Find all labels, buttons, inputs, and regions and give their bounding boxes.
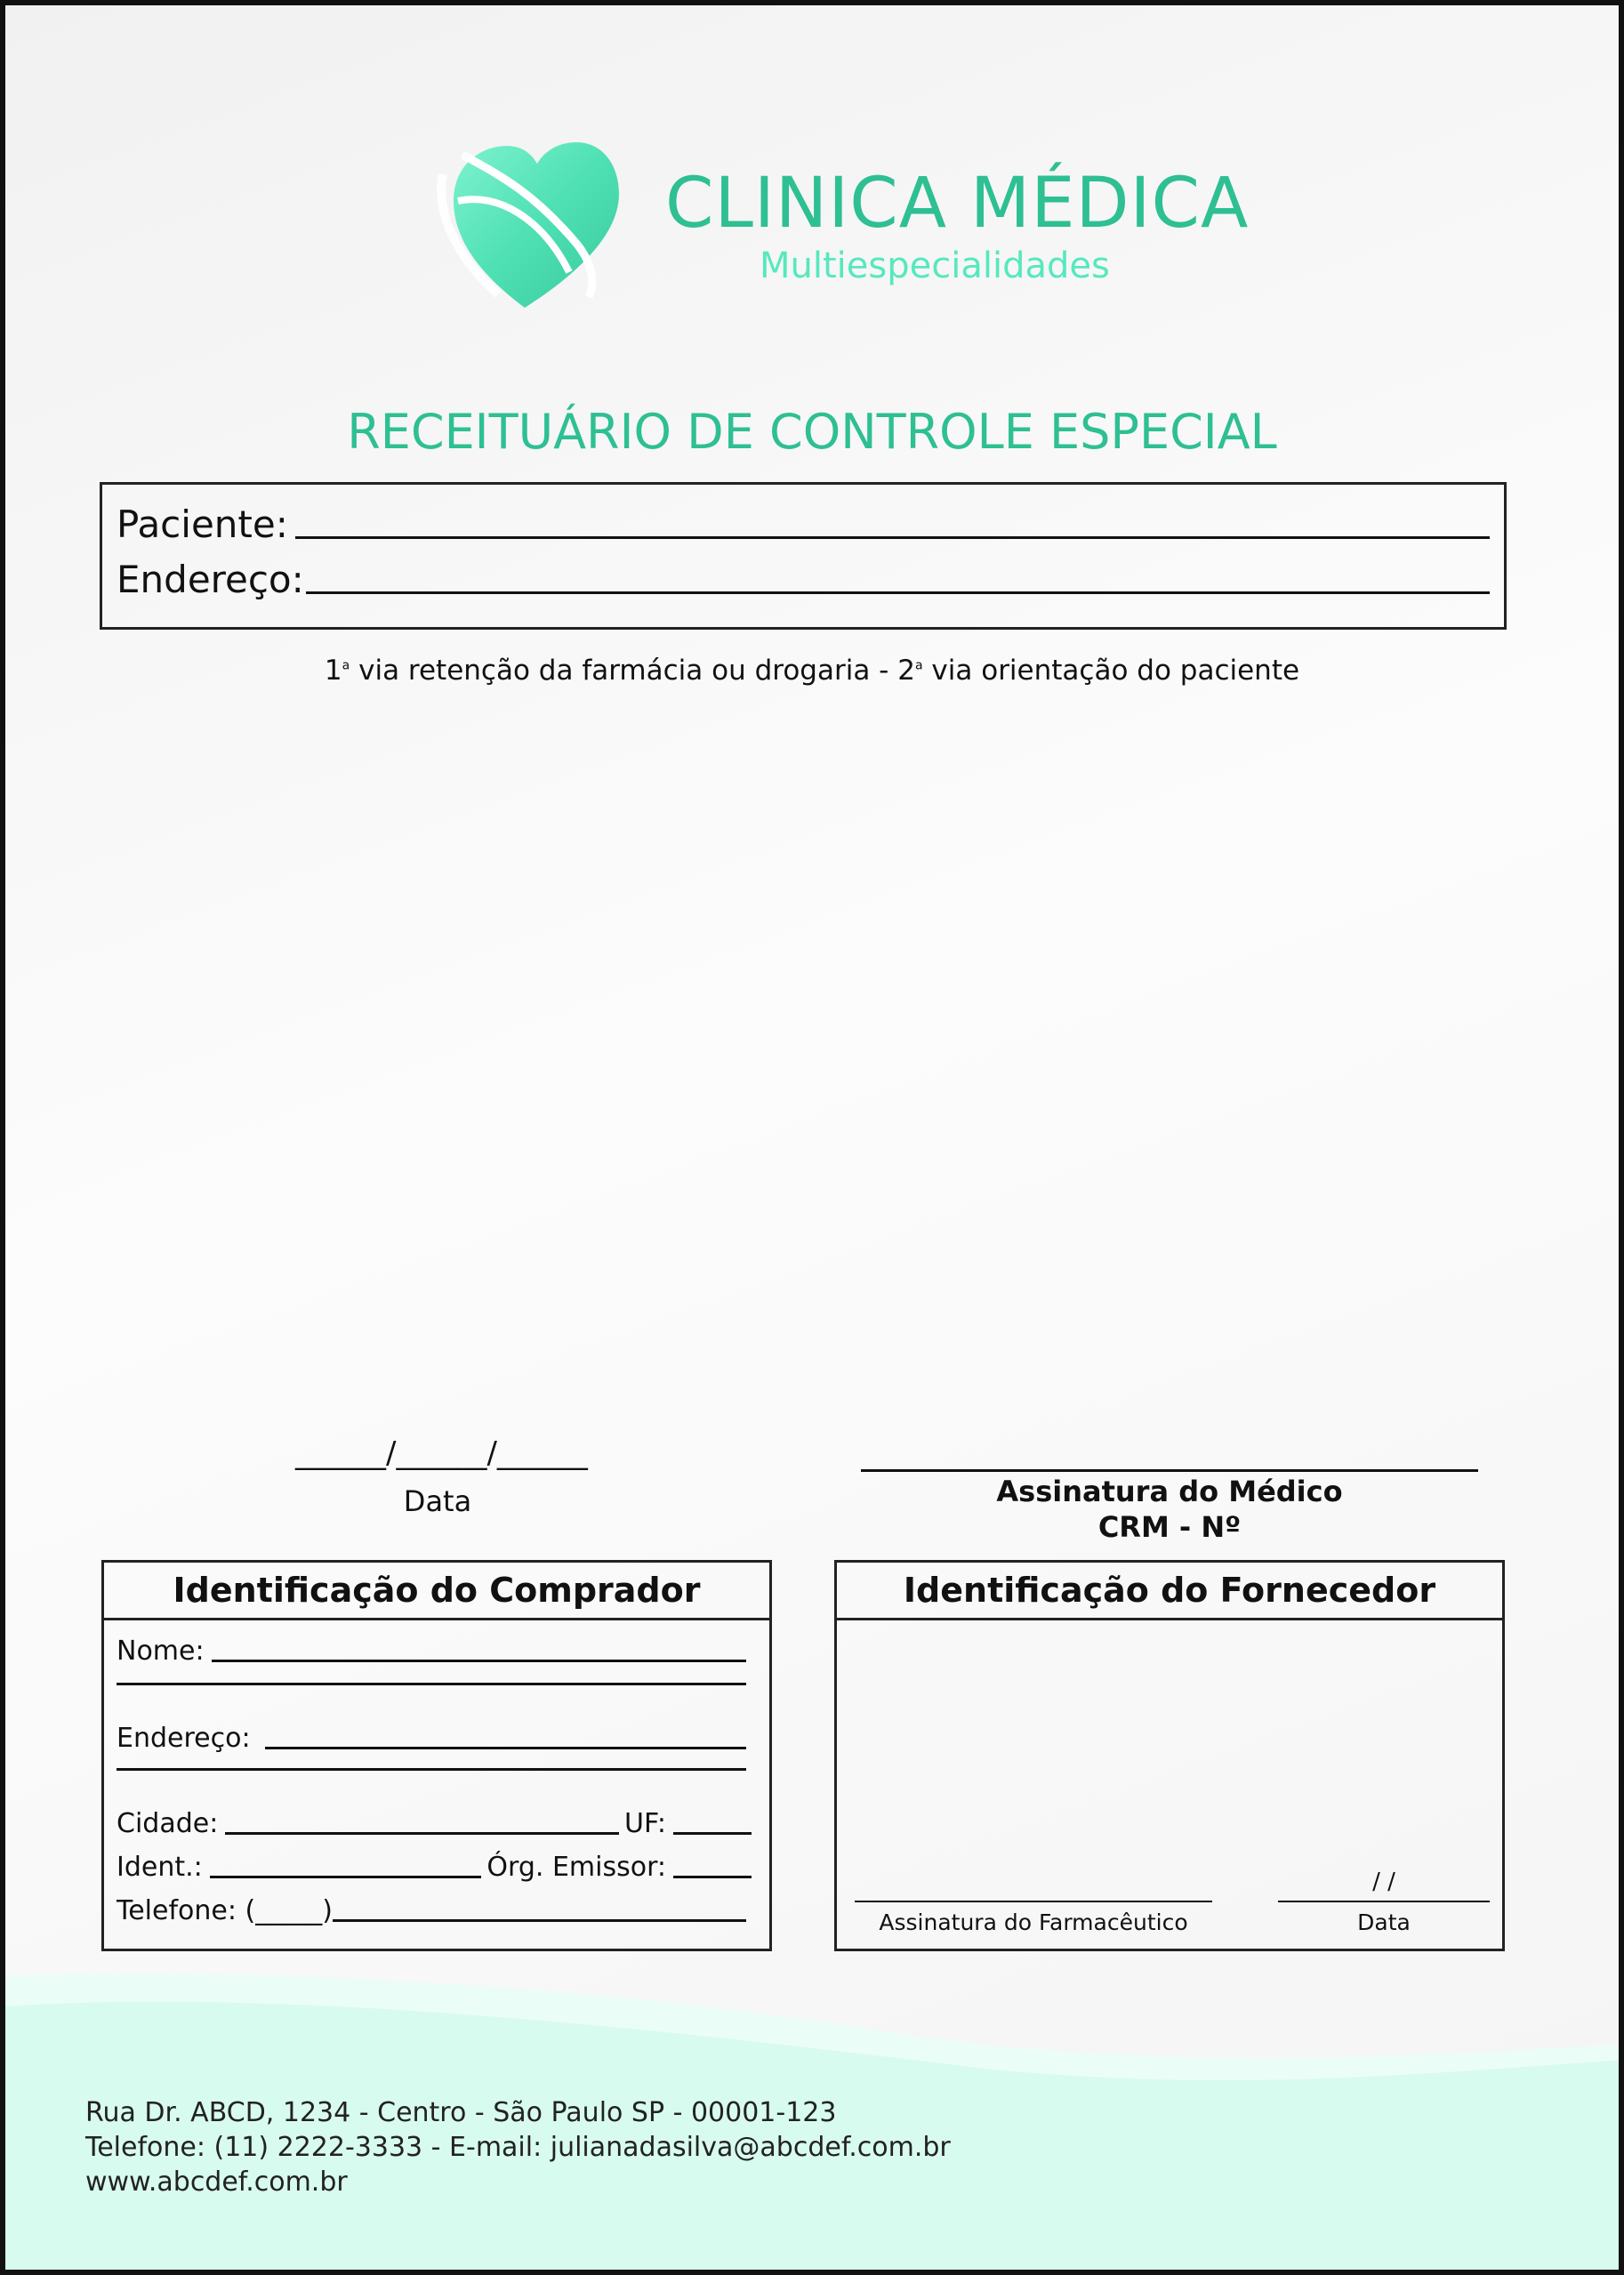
supplier-title: Identificação do Fornecedor xyxy=(837,1563,1502,1620)
buyer-issuer-label: Órg. Emissor: xyxy=(486,1852,666,1883)
buyer-address-line-2[interactable] xyxy=(117,1767,746,1771)
via-note xyxy=(5,655,1619,687)
buyer-name-line-2[interactable] xyxy=(117,1682,746,1685)
date-label: Data xyxy=(403,1484,472,1518)
buyer-phone-line[interactable] xyxy=(333,1918,746,1922)
buyer-ident-line[interactable] xyxy=(210,1875,482,1878)
date-blank[interactable]: ______/______/______ xyxy=(295,1435,588,1471)
buyer-address-label: Endereço: xyxy=(117,1723,251,1754)
buyer-ident-label: Ident.: xyxy=(117,1852,203,1883)
pharmacist-signature-line[interactable] xyxy=(855,1901,1212,1902)
footer-address: Rua Dr. ABCD, 1234 - Centro - São Paulo SP - 00001-123 xyxy=(85,2097,837,2128)
buyer-box xyxy=(101,1560,772,1951)
supplier-date-label: Data xyxy=(1357,1909,1411,1935)
address-field[interactable] xyxy=(117,558,1490,601)
doctor-signature-label: Assinatura do Médico xyxy=(996,1475,1343,1508)
buyer-ident-field[interactable] xyxy=(117,1852,752,1883)
buyer-city-label: Cidade: xyxy=(117,1808,219,1839)
patient-line[interactable] xyxy=(295,535,1490,539)
buyer-title: Identificação do Comprador xyxy=(104,1563,769,1620)
via-note-first-text: via retenção da farmácia ou drogaria - xyxy=(350,655,898,687)
brand-subtitle: Multiespecialidades xyxy=(760,245,1110,286)
doctor-signature-line[interactable] xyxy=(861,1469,1478,1472)
buyer-city-field[interactable] xyxy=(117,1808,752,1839)
address-line[interactable] xyxy=(306,591,1490,594)
brand-title: CLINICA MÉDICA xyxy=(665,164,1250,244)
via-note-first-number: 1 xyxy=(324,655,342,687)
buyer-address-line[interactable] xyxy=(265,1746,746,1749)
supplier-date-slashes[interactable]: / / xyxy=(1372,1869,1395,1895)
buyer-name-field[interactable] xyxy=(117,1636,752,1667)
buyer-name-label: Nome: xyxy=(117,1636,205,1667)
patient-label: Paciente: xyxy=(117,502,288,546)
supplier-box xyxy=(834,1560,1505,1951)
buyer-name-line[interactable] xyxy=(212,1659,746,1662)
buyer-address-field[interactable] xyxy=(117,1723,752,1754)
buyer-address-field-continued[interactable] xyxy=(117,1767,752,1775)
heart-logo-icon xyxy=(436,139,623,312)
buyer-name-field-continued[interactable] xyxy=(117,1682,752,1690)
pharmacist-signature-label: Assinatura do Farmacêutico xyxy=(879,1909,1188,1935)
supplier-date-line[interactable] xyxy=(1278,1901,1490,1902)
footer-website[interactable]: www.abcdef.com.br xyxy=(85,2166,348,2198)
address-label: Endereço: xyxy=(117,558,304,601)
via-note-second-number: 2 xyxy=(897,655,915,687)
buyer-issuer-line[interactable] xyxy=(673,1875,752,1878)
buyer-phone-field[interactable] xyxy=(117,1895,752,1926)
footer-contact: Telefone: (11) 2222-3333 - E-mail: julianadasilva@abcdef.com.br xyxy=(85,2132,951,2163)
via-note-second-sup: a xyxy=(914,658,923,673)
patient-box xyxy=(100,482,1507,630)
buyer-city-line[interactable] xyxy=(225,1831,619,1835)
crm-label: CRM - Nº xyxy=(1097,1510,1242,1544)
document-title: RECEITUÁRIO DE CONTROLE ESPECIAL xyxy=(347,404,1277,460)
buyer-uf-label: UF: xyxy=(624,1808,666,1839)
patient-field[interactable] xyxy=(117,502,1490,546)
via-note-second-text: via orientação do paciente xyxy=(922,655,1300,687)
buyer-phone-label: Telefone: (_____) xyxy=(117,1895,333,1926)
buyer-uf-line[interactable] xyxy=(673,1831,752,1835)
via-note-first-sup: a xyxy=(342,658,350,673)
